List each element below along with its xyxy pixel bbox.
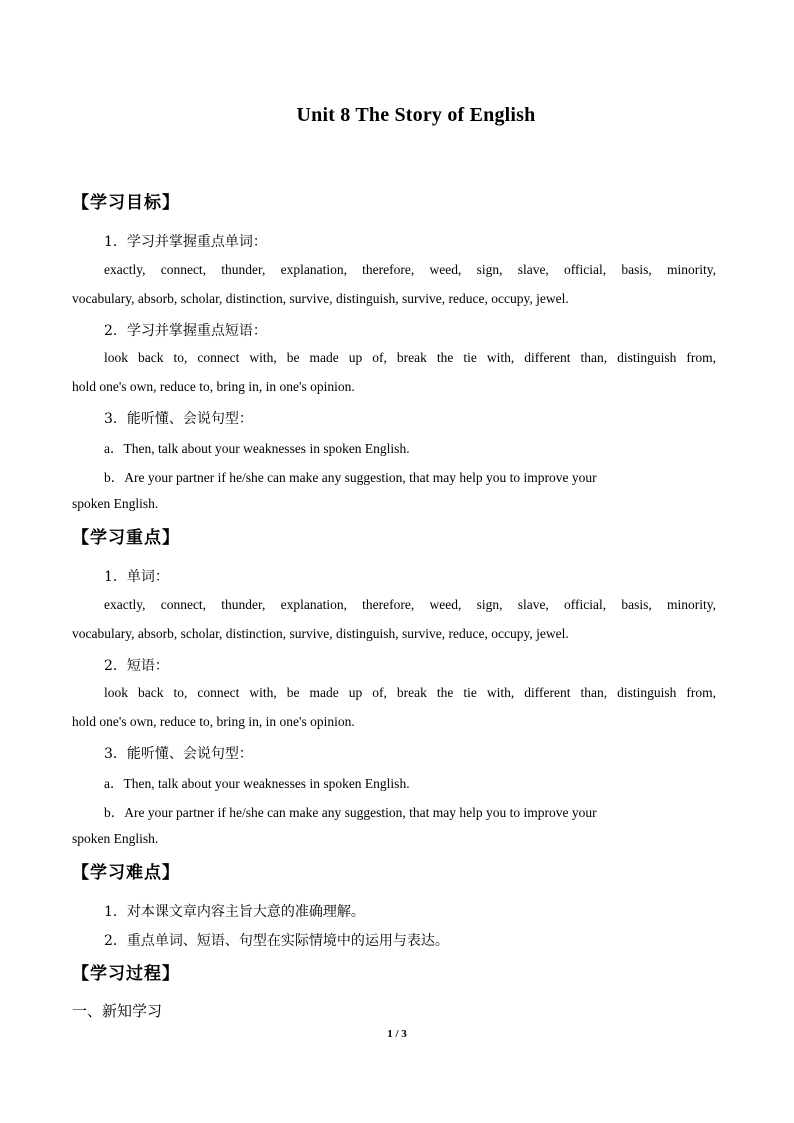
- goals-item-1: 1．学习并掌握重点单词：: [104, 234, 267, 250]
- keypoints-item-3: 3．能听懂、会说句型：: [104, 746, 253, 762]
- page-number: 1 / 3: [387, 1028, 407, 1040]
- goals-sentence-b-line-1: b．Are your partner if he/she can make any suggestion, that may help you to improve your: [104, 470, 597, 485]
- goals-sentence-a: a．Then, talk about your weaknesses in spoken English.: [104, 441, 410, 456]
- goals-words-line-1: exactly, connect, thunder, explanation, therefore, weed, sign, slave, official, basis, minority,: [104, 262, 716, 277]
- goals-sentence-b-line-2: spoken English.: [72, 496, 159, 511]
- keypoints-words-line-2: vocabulary, absorb, scholar, distinction, survive, distinguish, survive, reduce, occupy, jewel.: [72, 626, 569, 641]
- keypoints-item-1: 1．单词：: [104, 569, 169, 585]
- keypoints-sentence-b-line-1: b．Are your partner if he/she can make any suggestion, that may help you to improve your: [104, 805, 597, 820]
- keypoints-heading: 【学习重点】: [72, 528, 180, 548]
- keypoints-words-line-1: exactly, connect, thunder, explanation, therefore, weed, sign, slave, official, basis, minority,: [104, 597, 716, 612]
- process-heading: 【学习过程】: [72, 964, 180, 984]
- difficulties-item-1: 1．对本课文章内容主旨大意的准确理解。: [104, 904, 365, 920]
- process-subheading: 一、新知学习: [72, 1002, 163, 1020]
- goals-phrases-line-2: hold one's own, reduce to, bring in, in one's opinion.: [72, 379, 355, 394]
- keypoints-phrases-line-1: look back to, connect with, be made up of, break the tie with, different than, distinguish from,: [104, 685, 716, 700]
- goals-heading: 【学习目标】: [72, 193, 180, 213]
- goals-item-3: 3．能听懂、会说句型：: [104, 411, 253, 427]
- goals-phrases-line-1: look back to, connect with, be made up of, break the tie with, different than, distinguish from,: [104, 350, 716, 365]
- keypoints-item-2: 2．短语：: [104, 658, 169, 674]
- difficulties-item-2: 2．重点单词、短语、句型在实际情境中的运用与表达。: [104, 933, 449, 949]
- goals-item-2: 2．学习并掌握重点短语：: [104, 323, 267, 339]
- page-title: Unit 8 The Story of English: [296, 104, 536, 126]
- keypoints-sentence-b-line-2: spoken English.: [72, 831, 159, 846]
- keypoints-phrases-line-2: hold one's own, reduce to, bring in, in one's opinion.: [72, 714, 355, 729]
- difficulties-heading: 【学习难点】: [72, 863, 180, 883]
- goals-words-line-2: vocabulary, absorb, scholar, distinction, survive, distinguish, survive, reduce, occupy, jewel.: [72, 291, 569, 306]
- keypoints-sentence-a: a．Then, talk about your weaknesses in spoken English.: [104, 776, 410, 791]
